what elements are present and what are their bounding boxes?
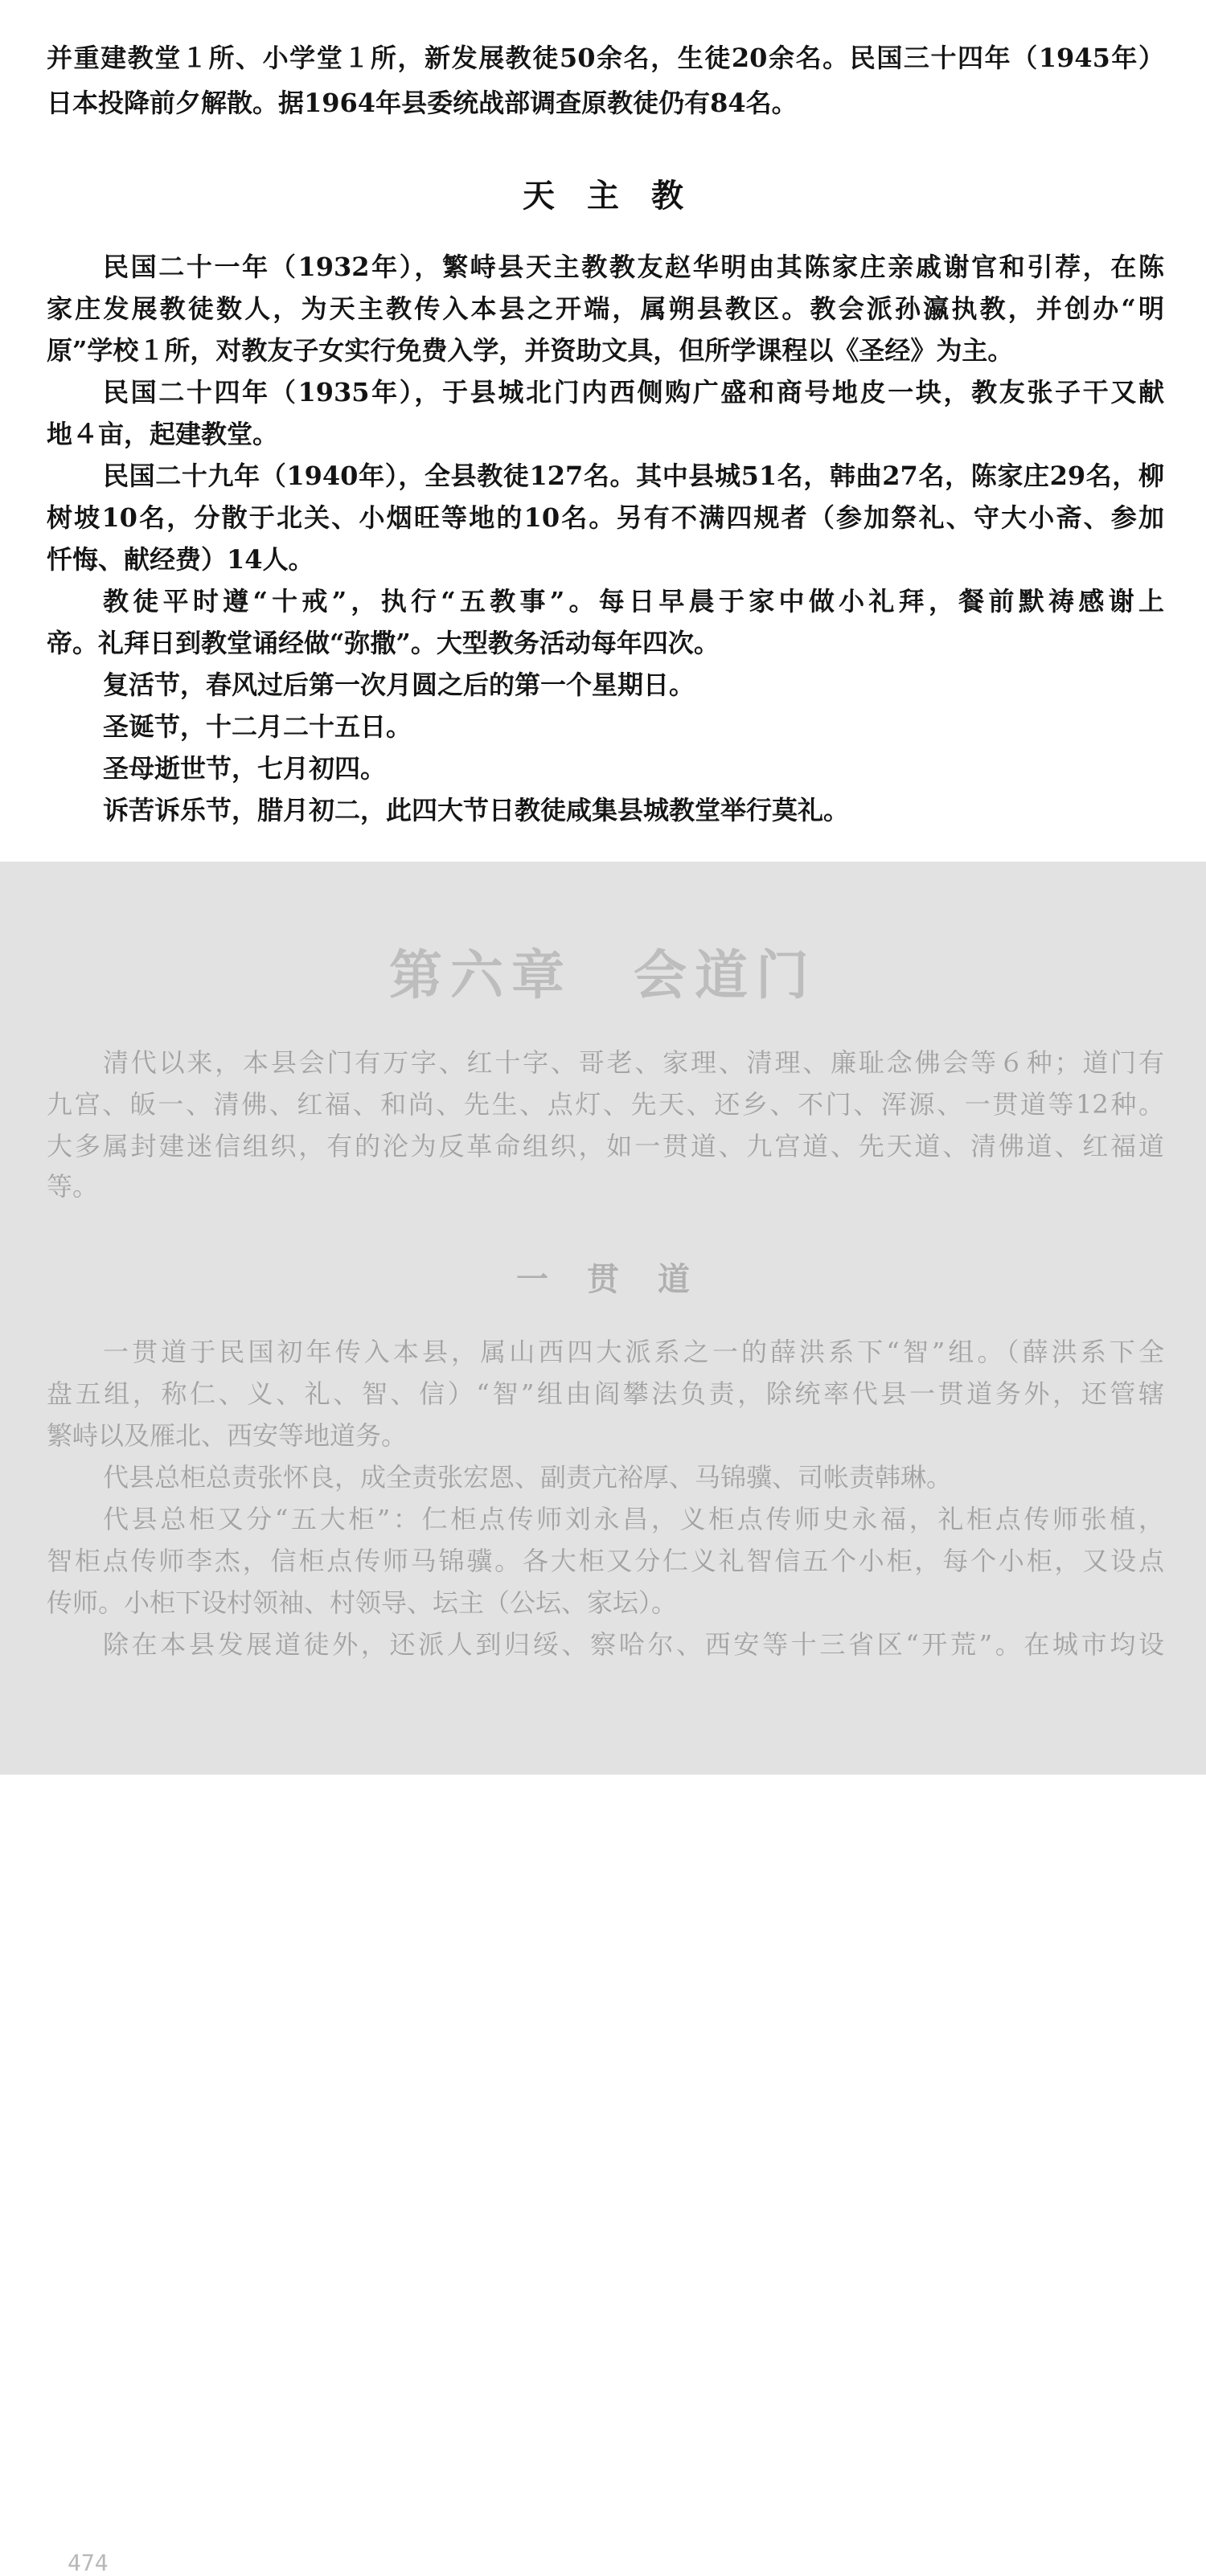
upper-page-section: [0, 0, 1206, 862]
yiguandao-line-2: 盘五组，称仁、义、礼、智、信）“智”组由阎攀法负责，除统率代县一贯道务外，还管辖: [47, 1378, 1164, 1409]
catholic-line-2: 家庄发展教徒数人，为天主教传入本县之开端，属朔县教区。教会派孙瀛执教，并创办“明: [47, 293, 1164, 324]
catholic-line-10: 帝。礼拜日到教堂诵经做“弥撒”。大型教务活动每年四次。: [47, 628, 720, 658]
catholic-line-3: 原”学校１所，对教友子女实行免费入学，并资助文具，但所学课程以《圣经》为主。: [47, 335, 1014, 366]
catholic-line-12: 圣诞节，十二月二十五日。: [103, 711, 412, 742]
yiguandao-line-3: 繁峙以及雁北、西安等地道务。: [47, 1420, 408, 1451]
yiguandao-line-4: 代县总柜总责张怀良，成全责张宏恩、副责亢裕厚、马锦骥、司帐责韩琳。: [103, 1462, 953, 1493]
catholic-line-4: 民国二十四年（1935年），于县城北门内西侧购广盛和商号地皮一块，教友张子干又献: [103, 377, 1164, 407]
yiguandao-line-7: 传师。小柜下设村领袖、村领导、坛主（公坛、家坛）。: [47, 1587, 678, 1618]
catholic-heading: 天主教: [523, 177, 716, 215]
chapter-line-4: 等。: [47, 1171, 99, 1202]
catholic-line-5: 地４亩，起建教堂。: [47, 419, 279, 449]
yiguandao-line-5: 代县总柜又分“五大柜”：仁柜点传师刘永昌，义柜点传师史永福，礼柜点传师张植，: [103, 1504, 1164, 1534]
yiguandao-line-6: 智柜点传师李杰，信柜点传师马锦骥。各大柜又分仁义礼智信五个小柜，每个小柜，又设点: [47, 1546, 1164, 1576]
yiguandao-heading: 一贯道: [516, 1260, 728, 1298]
yiguandao-line-1: 一贯道于民国初年传入本县，属山西四大派系之一的薛洪系下“智”组。（薛洪系下全: [103, 1337, 1164, 1367]
catholic-line-9: 教徒平时遵“十戒”，执行“五教事”。每日早晨于家中做小礼拜，餐前默祷感谢上: [103, 586, 1164, 616]
catholic-line-11: 复活节，春风过后第一次月圆之后的第一个星期日。: [103, 670, 695, 700]
intro-line-2: 日本投降前夕解散。据1964年县委统战部调查原教徒仍有84名。: [47, 88, 798, 118]
catholic-line-13: 圣母逝世节，七月初四。: [103, 753, 387, 784]
chapter-title: 第六章 会道门: [389, 944, 817, 1006]
catholic-line-7: 树坡10名，分散于北关、小烟旺等地的10名。另有不满四规者（参加祭礼、守大小斋、参加: [47, 502, 1164, 533]
catholic-line-14: 诉苦诉乐节，腊月初二，此四大节日教徒咸集县城教堂举行莫礼。: [103, 795, 850, 825]
catholic-line-8: 忏悔、献经费）14人。: [47, 544, 314, 575]
intro-line-1: 并重建教堂１所、小学堂１所，新发展教徒50余名，生徒20余名。民国三十四年（1945年）: [47, 43, 1164, 73]
catholic-line-1: 民国二十一年（1932年），繁峙县天主教教友赵华明由其陈家庄亲戚谢官和引荐，在陈: [103, 252, 1164, 282]
catholic-line-6: 民国二十九年（1940年），全县教徒127名。其中县城51名，韩曲27名，陈家庄29名，柳: [103, 461, 1164, 491]
yiguandao-line-8: 除在本县发展道徒外，还派人到归绥、察哈尔、西安等十三省区“开荒”。在城市均设: [103, 1629, 1164, 1660]
lower-page-section: [0, 862, 1206, 2576]
chapter-line-1: 清代以来，本县会门有万字、红十字、哥老、家理、清理、廉耻念佛会等６种；道门有: [103, 1047, 1164, 1078]
page-number: 474: [68, 2549, 109, 2576]
chapter-line-2: 九宫、皈一、清佛、红福、和尚、先生、点灯、先天、还乡、不门、浑源、一贯道等12种。: [47, 1089, 1164, 1120]
chapter-line-3: 大多属封建迷信组织，有的沦为反革命组织，如一贯道、九宫道、先天道、清佛道、红福道: [47, 1131, 1164, 1161]
